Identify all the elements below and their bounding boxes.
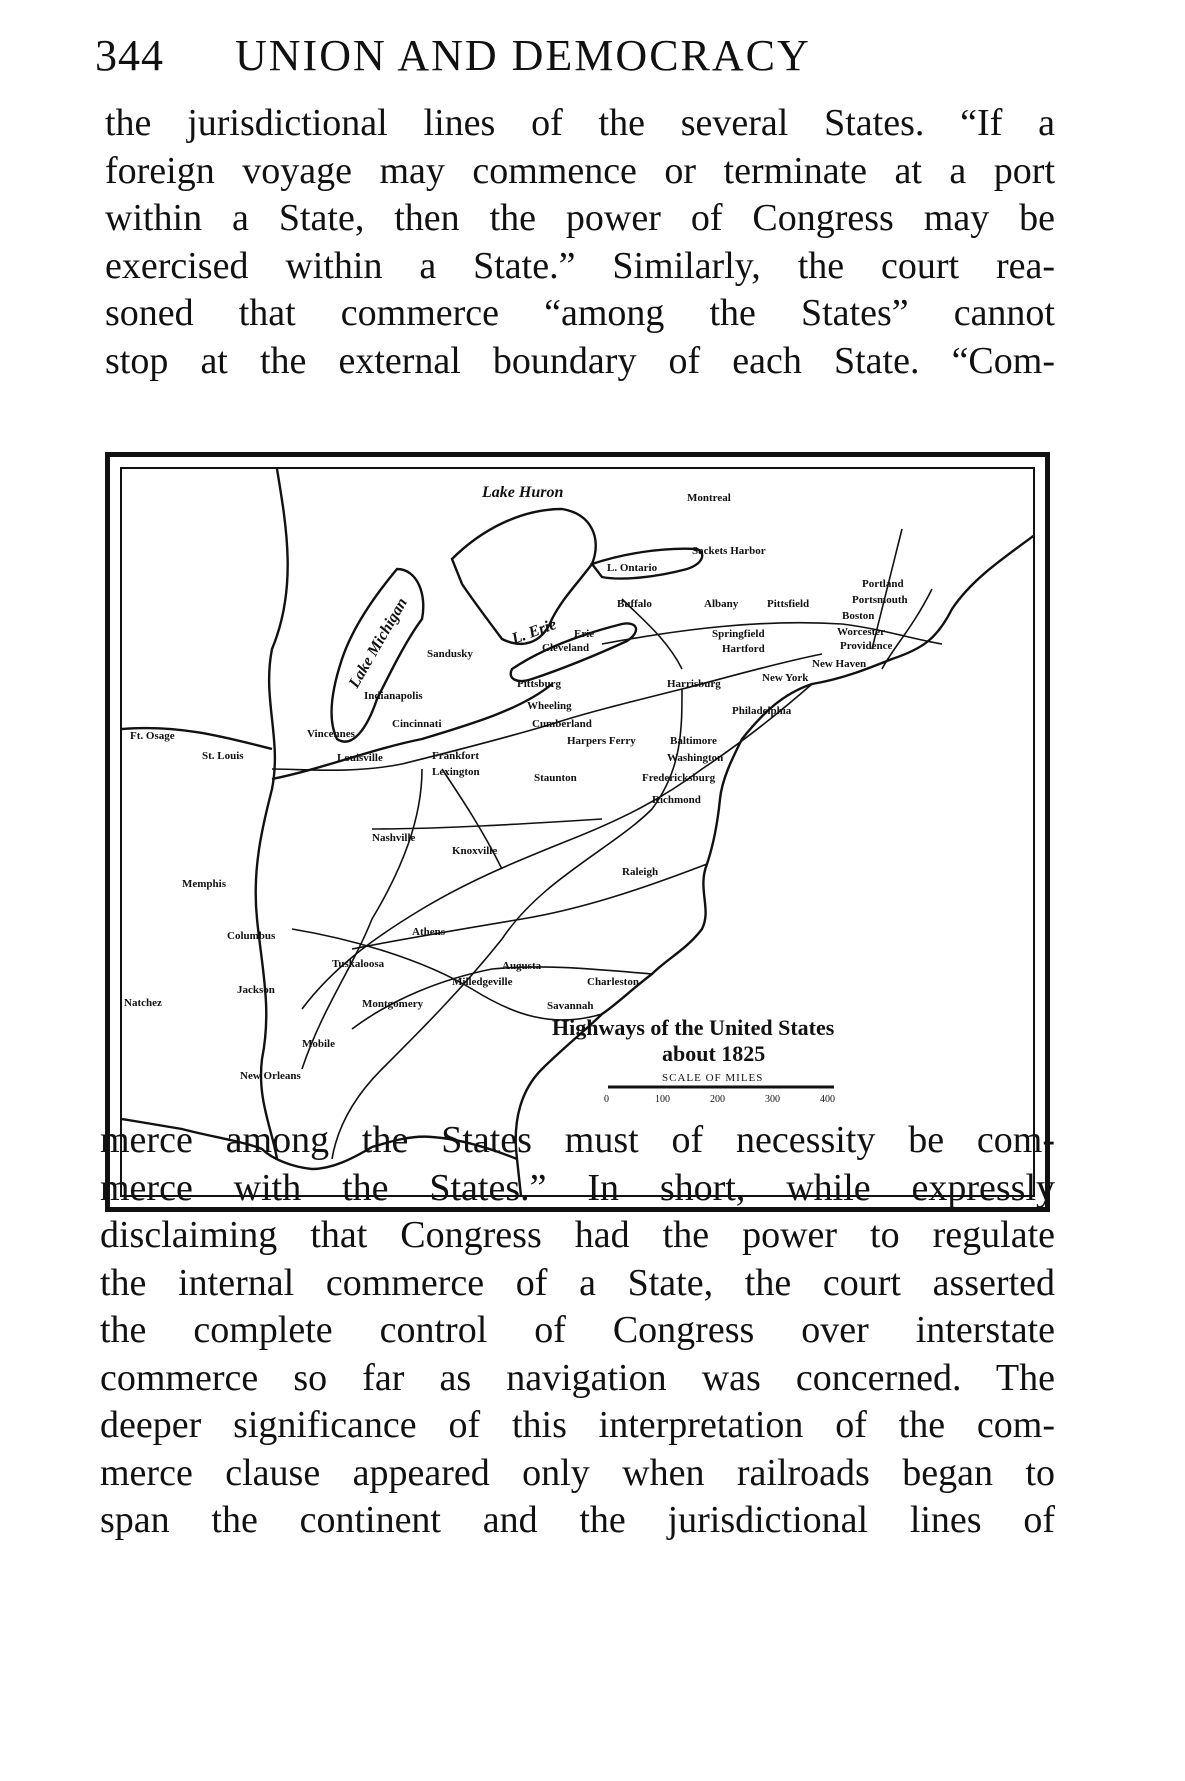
- map-label: St. Louis: [202, 750, 244, 762]
- text-line: commerce so far as navigation was concerned. The: [100, 1356, 1055, 1399]
- map-label: Cleveland: [542, 642, 590, 654]
- map-label: Lake Huron: [482, 484, 564, 501]
- map-label: Charleston: [587, 976, 639, 988]
- map-label: Richmond: [652, 794, 701, 806]
- map-label: Columbus: [227, 930, 276, 942]
- map-label: Boston: [842, 610, 875, 622]
- map-label: Cincinnati: [392, 718, 442, 730]
- map-label: Natchez: [124, 997, 162, 1009]
- text-line: span the continent and the jurisdictional lines of: [100, 1499, 1055, 1541]
- map-label: Staunton: [534, 772, 577, 784]
- map-label: Athens: [412, 926, 446, 938]
- map-labels: [124, 484, 908, 1082]
- map-label: Mobile: [302, 1038, 335, 1050]
- map-label: Worcester: [837, 626, 886, 638]
- map-label: Memphis: [182, 878, 226, 890]
- map-label: Lexington: [432, 766, 480, 778]
- map-label: Springfield: [712, 628, 765, 640]
- running-title: UNION AND DEMOCRACY: [235, 31, 811, 80]
- scale-tick: 200: [710, 1094, 725, 1105]
- map-label: Sackets Harbor: [692, 545, 766, 557]
- text-line: deeper significance of this interpretation of the com-: [100, 1404, 1055, 1446]
- map-label: Raleigh: [622, 866, 659, 878]
- scale-label: SCALE OF MILES: [662, 1072, 764, 1084]
- map-label: Pittsfield: [767, 598, 810, 610]
- map-label: Milledgeville: [452, 976, 513, 988]
- map-label: Jackson: [237, 984, 275, 996]
- map-label: Vincennes: [307, 728, 355, 740]
- map-label: Philadelphia: [732, 705, 792, 717]
- paragraph-bottom: [100, 1117, 1055, 1545]
- text-line: merce among the States must of necessity be com-: [100, 1119, 1055, 1161]
- map-label: Fredericksburg: [642, 772, 716, 784]
- map-label: Albany: [704, 598, 739, 610]
- text-line: merce clause appeared only when railroads began to: [100, 1451, 1055, 1494]
- scale-tick: 100: [655, 1094, 670, 1105]
- map-label: Montreal: [687, 492, 731, 504]
- map-label: New Orleans: [240, 1070, 301, 1082]
- text-line: within a State, then the power of Congress may be: [105, 197, 1055, 239]
- text-line: soned that commerce “among the States” cannot: [105, 292, 1055, 334]
- map-label: L. Erie: [509, 615, 559, 648]
- map-label: Baltimore: [670, 735, 717, 747]
- map-label: Washington: [667, 752, 724, 764]
- text-line: foreign voyage may commence or terminate at a port: [105, 149, 1055, 192]
- map-label: Augusta: [502, 960, 542, 972]
- text-line: disclaiming that Congress had the power to regulate: [100, 1214, 1055, 1256]
- page-number: 344: [95, 31, 164, 80]
- map-label: Portsmouth: [852, 594, 908, 606]
- highway-routes: [272, 529, 942, 1159]
- map-label: Nashville: [372, 832, 416, 844]
- map-subtitle: about 1825: [662, 1041, 766, 1066]
- map-label: Ft. Osage: [130, 730, 175, 742]
- map-figure: [105, 452, 1050, 1212]
- map-label: Tuskaloosa: [332, 958, 385, 970]
- map-label: Wheeling: [527, 700, 572, 712]
- map-inner-border: [120, 467, 1035, 1197]
- map-label: Buffalo: [617, 598, 652, 610]
- map-label: Portland: [862, 578, 904, 590]
- paragraph-top: [105, 100, 1055, 385]
- map-label: Savannah: [547, 1000, 594, 1012]
- map-label: Providence: [840, 640, 893, 652]
- map-label: Harpers Ferry: [567, 735, 636, 747]
- map-legend: [552, 1015, 835, 1105]
- text-line: exercised within a State.” Similarly, the court rea-: [105, 244, 1055, 287]
- map-label: Hartford: [722, 643, 765, 655]
- map-label: Lake Michigan: [345, 595, 411, 691]
- map-label: Pittsburg: [517, 678, 561, 690]
- scale-tick: 300: [765, 1094, 780, 1105]
- text-line: stop at the external boundary of each State. “Com-: [105, 339, 1055, 382]
- map-label: Knoxville: [452, 845, 498, 857]
- map-label: Montgomery: [362, 998, 424, 1010]
- map-label: Frankfort: [432, 750, 480, 762]
- map-label: Indianapolis: [364, 690, 423, 702]
- map-label: Erie: [574, 628, 595, 640]
- map-label: Sandusky: [427, 648, 473, 660]
- text-line: the complete control of Congress over interstate: [100, 1309, 1055, 1351]
- map-label: New York: [762, 672, 809, 684]
- map-label: L. Ontario: [607, 562, 658, 574]
- map-label: Louisville: [337, 752, 383, 764]
- map-label: Cumberland: [532, 718, 592, 730]
- text-line: merce with the States.” In short, while expressly: [100, 1166, 1055, 1209]
- highways-map: [122, 469, 1035, 1197]
- scale-tick: 400: [820, 1094, 835, 1105]
- scale-tick: 0: [604, 1094, 609, 1105]
- text-line: the internal commerce of a State, the court asserted: [100, 1261, 1055, 1304]
- running-header: [95, 30, 1040, 90]
- map-title: Highways of the United States: [552, 1015, 835, 1040]
- map-label: New Haven: [812, 658, 867, 670]
- text-line: the jurisdictional lines of the several States. “If a: [105, 102, 1055, 144]
- map-label: Harrisburg: [667, 678, 721, 690]
